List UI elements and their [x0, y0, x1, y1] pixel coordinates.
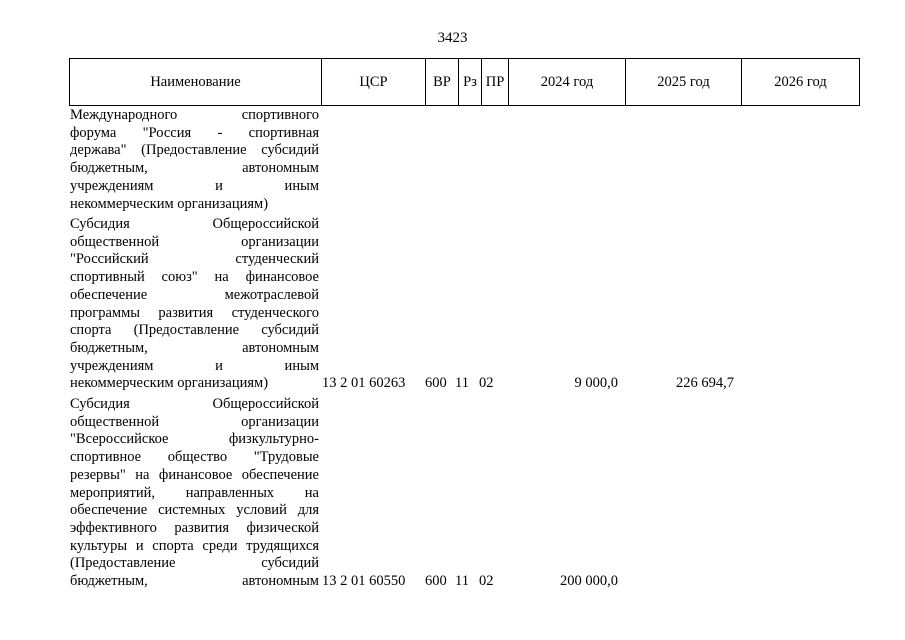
description-line: Субсидия Общероссийской — [70, 396, 319, 412]
description-line: держава" (Предоставление субсидий — [70, 142, 319, 159]
description-line: мероприятий, направленных на — [70, 484, 319, 501]
cell-csr: 13 2 01 60550 — [322, 573, 406, 589]
cell-rz: 11 — [455, 375, 469, 391]
row-description — [70, 107, 319, 213]
cell-pr: 02 — [479, 375, 494, 391]
description-line: обеспечение системных условий для — [70, 502, 319, 519]
description-line: спорта (Предоставление субсидий — [70, 322, 319, 339]
header-pr: ПР — [482, 59, 509, 106]
cell-rz: 11 — [455, 573, 469, 589]
header-vr: ВР — [426, 59, 459, 106]
cell-csr: 13 2 01 60263 — [322, 375, 406, 391]
description-line: учреждениям и иным — [70, 357, 319, 374]
description-line: спортивное общество "Трудовые — [70, 449, 319, 466]
description-line: (Предоставление субсидий — [70, 555, 319, 572]
row-description — [70, 396, 319, 591]
cell-year-2024: 200 000,0 — [560, 573, 618, 589]
description-line: "Российский студенческий — [70, 251, 319, 268]
table-header — [69, 58, 860, 106]
description-line: бюджетным, автономным — [70, 573, 319, 590]
description-line: общественной организации — [70, 413, 319, 430]
cell-pr: 02 — [479, 573, 494, 589]
header-rz: Рз — [459, 59, 482, 106]
header-year-2026: 2026 год — [742, 59, 860, 106]
row-description — [70, 216, 319, 393]
description-line: спортивный союз" на финансовое — [70, 269, 319, 286]
description-line: бюджетным, автономным — [70, 160, 319, 177]
cell-year-2024: 9 000,0 — [574, 375, 618, 391]
cell-year-2025: 226 694,7 — [676, 375, 734, 391]
description-line: резервы" на финансовое обеспечение — [70, 466, 319, 483]
description-line: "Всероссийское физкультурно- — [70, 431, 319, 448]
description-line: форума "Россия - спортивная — [70, 124, 319, 141]
header-year-2024: 2024 год — [509, 59, 626, 106]
page-number: 3423 — [437, 30, 468, 46]
header-year-2025: 2025 год — [626, 59, 742, 106]
cell-vr: 600 — [425, 375, 447, 391]
description-line: общественной организации — [70, 233, 319, 250]
description-line: обеспечение межотраслевой — [70, 286, 319, 303]
description-line: эффективного развития физической — [70, 519, 319, 536]
header-csr: ЦСР — [322, 59, 426, 106]
description-line: бюджетным, автономным — [70, 339, 319, 356]
description-line: некоммерческим организациям) — [70, 195, 269, 212]
description-line: культуры и спорта среди трудящихся — [70, 537, 319, 554]
description-line: Субсидия Общероссийской — [70, 216, 319, 232]
description-line: некоммерческим организациям) — [70, 375, 269, 392]
description-line: программы развития студенческого — [70, 304, 319, 321]
cell-vr: 600 — [425, 573, 447, 589]
header-name: Наименование — [70, 59, 322, 106]
description-line: учреждениям и иным — [70, 177, 319, 194]
description-line: Международного спортивного — [70, 107, 319, 123]
